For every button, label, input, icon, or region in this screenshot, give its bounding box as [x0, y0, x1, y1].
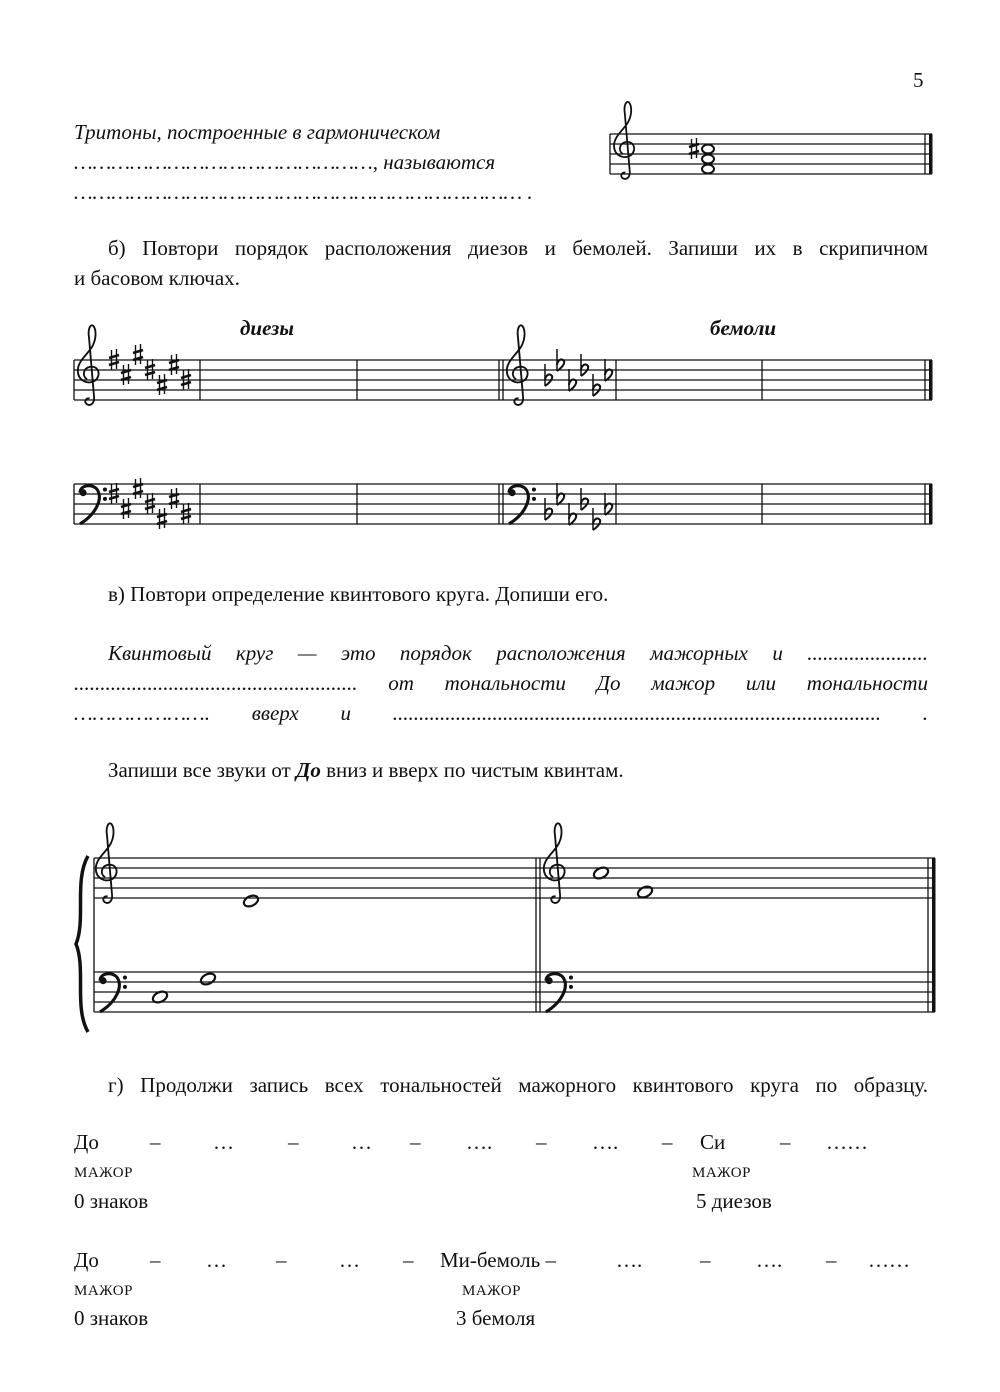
treble-clef-icon: [96, 823, 117, 903]
flat-icon: [593, 508, 600, 530]
row1-item-7: –: [536, 1130, 547, 1154]
definition-line-2: ...................................................... от тональности До мажор или тональности: [74, 671, 928, 695]
task-fifths-note: До: [295, 758, 321, 782]
flat-icon: [581, 354, 588, 376]
sharp-icon: [133, 478, 143, 499]
tritones-line-1: Тритоны, построенные в гармоническом: [74, 120, 441, 144]
whole-note: [702, 165, 714, 174]
row1-item-4: …: [351, 1130, 372, 1154]
section-b-line-1: б) Повтори порядок расположения диезов и бемолей. Запиши их в скрипичном: [108, 236, 928, 260]
treble-clef-icon: [614, 102, 634, 179]
page-number: 5: [913, 68, 924, 92]
row2-item-1: –: [150, 1248, 161, 1272]
sharp-icon: [157, 374, 167, 395]
row1-item-1: –: [150, 1130, 161, 1154]
treble-clef-icon: [78, 325, 99, 405]
key-signatures-bass-staff: [74, 478, 933, 530]
row2-item-5: –: [403, 1248, 414, 1272]
fifths-grand-staff: [76, 823, 936, 1032]
row1-item-10: Си: [700, 1130, 726, 1154]
row1-item-5: –: [410, 1130, 421, 1154]
row1-item-2: …: [213, 1130, 234, 1154]
definition-line-3: …………………. вверх и ............................................................................................. .: [74, 701, 928, 725]
tritone-staff: [610, 102, 933, 179]
row1-item-8: ….: [592, 1130, 619, 1154]
whole-note: [702, 155, 714, 164]
key-signatures-treble-staff: [74, 325, 933, 405]
treble-clef-icon: [544, 823, 565, 903]
half-note: [242, 893, 260, 908]
task-fifths-suffix: вниз и вверх по чистым квинтам.: [320, 758, 624, 782]
sharp-icon: [133, 344, 143, 365]
sharp-icon: [121, 364, 131, 385]
flat-icon: [545, 498, 552, 520]
brace: [76, 856, 88, 1032]
row2-major-2: МАЖОР: [462, 1283, 521, 1299]
row1-major-2: МАЖОР: [692, 1165, 751, 1181]
row1-signs-1: 0 знаков: [74, 1189, 149, 1213]
section-g-line-1: г) Продолжи запись всех тональностей мажорного квинтового круга по образцу.: [108, 1073, 928, 1097]
row2-item-10: –: [826, 1248, 837, 1272]
label-sharps: диезы: [240, 316, 294, 340]
tritones-line-2: …………………………………………, называются: [74, 150, 496, 174]
flat-icon: [581, 488, 588, 510]
row1-major-1: МАЖОР: [74, 1165, 133, 1181]
sharp-icon: [157, 508, 167, 529]
section-b-line-2: и басовом ключах.: [74, 266, 240, 290]
sharp-icon: [689, 138, 699, 159]
bass-clef-icon: [546, 974, 573, 1012]
flat-icon: [593, 374, 600, 396]
half-note: [199, 971, 217, 986]
row1-item-3: –: [288, 1130, 299, 1154]
half-note: [636, 884, 654, 899]
task-fifths-prefix: Запиши все звуки от: [108, 758, 296, 782]
row2-signs-2: 3 бемоля: [456, 1306, 536, 1330]
row1-item-11: –: [780, 1130, 791, 1154]
row2-signs-1: 0 знаков: [74, 1306, 149, 1330]
treble-clef-icon: [507, 325, 528, 405]
sharp-icon: [169, 488, 179, 509]
bass-clef-icon: [80, 486, 107, 524]
tritones-line-3: ……………………………………………………………… .: [74, 180, 533, 204]
row2-item-9: ….: [756, 1248, 783, 1272]
sharp-icon: [169, 354, 179, 375]
bass-clef-icon: [509, 486, 536, 524]
row1-item-12: ……: [826, 1130, 868, 1154]
row2-item-6: Ми-бемоль –: [440, 1248, 556, 1272]
row2-item-0: До: [74, 1248, 99, 1272]
row1-signs-2: 5 диезов: [696, 1189, 772, 1213]
section-v-line-1: в) Повтори определение квинтового круга. Допиши его.: [108, 582, 609, 606]
row1-item-6: ….: [466, 1130, 493, 1154]
row2-item-4: …: [339, 1248, 360, 1272]
sharp-icon: [121, 498, 131, 519]
row2-item-11: ……: [868, 1248, 910, 1272]
row2-item-2: …: [206, 1248, 227, 1272]
row1-item-0: До: [74, 1130, 99, 1154]
row2-item-7: ….: [616, 1248, 643, 1272]
definition-line-1: Квинтовый круг — это порядок расположения мажорных и .......................: [108, 641, 928, 665]
flat-icon: [545, 364, 552, 386]
label-flats: бемоли: [710, 316, 777, 340]
row1-item-9: –: [662, 1130, 673, 1154]
bass-clef-icon: [100, 974, 127, 1012]
row2-item-8: –: [700, 1248, 711, 1272]
whole-note: [702, 145, 714, 154]
row2-item-3: –: [276, 1248, 287, 1272]
row2-major-1: МАЖОР: [74, 1283, 133, 1299]
